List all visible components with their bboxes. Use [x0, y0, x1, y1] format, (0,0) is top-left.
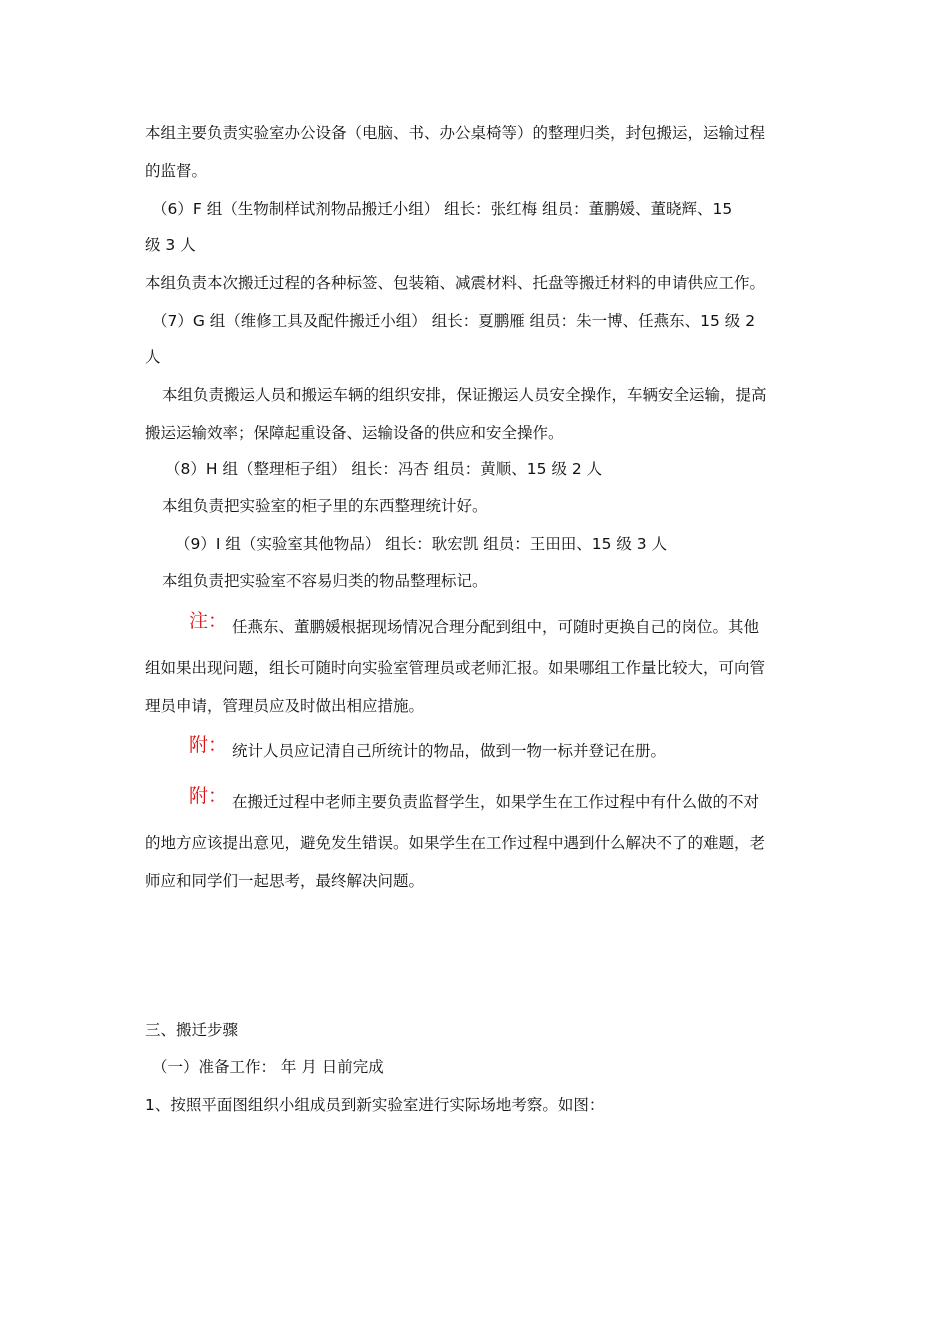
section-3-title: 三、搬迁步骤 — [145, 1021, 239, 1039]
group-g-heading-line-2: 人 — [145, 348, 161, 366]
note-label: 注： — [189, 610, 228, 632]
note-line-1: 任燕东、董鹏媛根据现场情况合理分配到组中，可随时更换自己的岗位。其他 — [232, 618, 760, 636]
group-g-heading-line-1: （7）G 组（维修工具及配件搬迁小组） 组长：夏鹏雁 组员：朱一博、任燕东、15 级 2 — [152, 312, 756, 330]
group-h-description: 本组负责把实验室的柜子里的东西整理统计好。 — [162, 497, 488, 515]
group-g-description-line-2: 搬运运输效率；保障起重设备、运输设备的供应和安全操作。 — [145, 424, 564, 442]
intro-line-1: 本组主要负责实验室办公设备（电脑、书、办公桌椅等）的整理归类，封包搬运，运输过程 — [145, 124, 766, 142]
note-line-3: 理员申请，管理员应及时做出相应措施。 — [145, 697, 425, 715]
appendix-2-line-2: 的地方应该提出意见，避免发生错误。如果学生在工作过程中遇到什么解决不了的难题，老 — [145, 834, 766, 852]
appendix-2-line-1: 在搬迁过程中老师主要负责监督学生，如果学生在工作过程中有什么做的不对 — [232, 793, 760, 811]
note-line-2: 组如果出现问题，组长可随时向实验室管理员或老师汇报。如果哪组工作量比较大，可向管 — [145, 659, 766, 677]
appendix-label-1: 附： — [189, 734, 228, 756]
group-f-heading-line-1: （6）F 组（生物制样试剂物品搬迁小组） 组长：张红梅 组员：董鹏媛、董晓辉、15 — [152, 200, 733, 218]
appendix-1-line-1: 统计人员应记清自己所统计的物品，做到一物一标并登记在册。 — [232, 742, 667, 760]
step-1-line: 1、按照平面图组织小组成员到新实验室进行实际场地考察。如图： — [145, 1096, 605, 1114]
appendix-label-2: 附： — [189, 785, 228, 807]
intro-line-2: 的监督。 — [145, 162, 208, 180]
group-h-heading: （8）H 组（整理柜子组） 组长：冯杏 组员：黄顺、15 级 2 人 — [165, 460, 603, 478]
group-i-heading: （9）I 组（实验室其他物品） 组长：耿宏凯 组员：王田田、15 级 3 人 — [175, 535, 668, 553]
group-i-description: 本组负责把实验室不容易归类的物品整理标记。 — [162, 572, 488, 590]
group-f-description: 本组负责本次搬迁过程的各种标签、包装箱、减震材料、托盘等搬迁材料的申请供应工作。 — [145, 274, 766, 292]
group-g-description-line-1: 本组负责搬运人员和搬运车辆的组织安排，保证搬运人员安全操作，车辆安全运输，提高 — [162, 386, 767, 404]
preparation-line: （一）准备工作： 年 月 日前完成 — [152, 1058, 384, 1076]
group-f-heading-line-2: 级 3 人 — [145, 236, 196, 254]
appendix-2-line-3: 师应和同学们一起思考，最终解决问题。 — [145, 872, 425, 890]
